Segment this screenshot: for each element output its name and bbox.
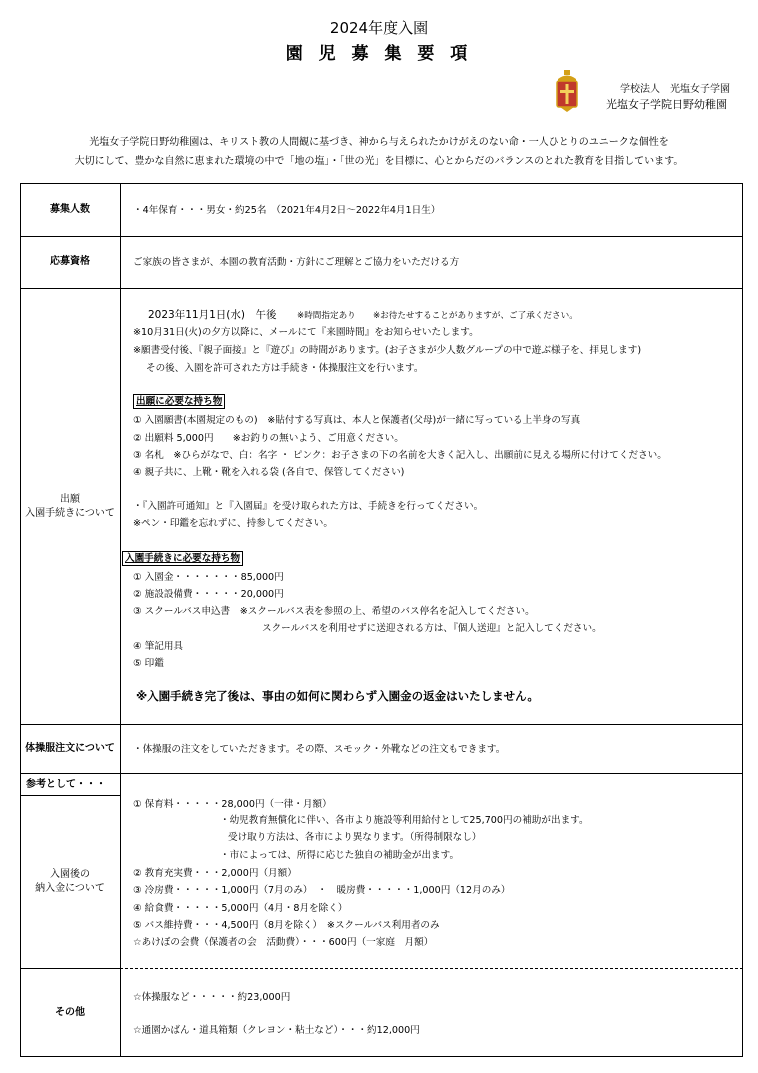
fees-line-9: ☆あけぼの会費（保護者の会 活動費）・・・600円（一家庭 月額） bbox=[133, 937, 434, 948]
label-fees-line2: 納入金について bbox=[35, 883, 105, 894]
label-other: その他 bbox=[55, 1007, 85, 1018]
org-name-line2: 光塩女子学院日野幼稚園 bbox=[606, 98, 727, 111]
qualification-text: ご家族の皆さまが、本園の教育活動・方針にご理解とご協力をいただける方 bbox=[133, 257, 460, 268]
page-title: 園 児 募 集 要 項 bbox=[285, 44, 473, 64]
procedure-item-3: ③ スクールバス申込書 ※スクールバス表を参照の上、希望のバス停名を記入してください。 bbox=[133, 606, 535, 617]
intro-line-2: 大切にして、豊かな自然に恵まれた環境の中で「地の塩」・「世の光」を目標に、心とからだのバランスのとれた教育を目指しています。 bbox=[74, 156, 684, 167]
label-fees bbox=[20, 868, 120, 896]
label-application bbox=[20, 493, 120, 521]
application-item-4: ④ 親子共に、上靴・靴を入れる袋 (各自で、保管してください) bbox=[133, 467, 405, 478]
fees-line-4: ・市によっては、所得に応じた独自の補助金が出ます。 bbox=[220, 850, 460, 861]
label-recruit: 募集人数 bbox=[50, 204, 90, 215]
intro-line-1: 光塩女子学院日野幼稚園は、キリスト教の人間観に基づき、神から与えられたかけがえのない命・一人ひとりのユニークな個性を bbox=[89, 137, 669, 148]
title-year: 2024年度入園 bbox=[329, 19, 429, 37]
application-item-1: ① 入園願書(本園規定のもの) ※貼付する写真は、本人と保護者(父母)が一緒に写っている上半身の写真 bbox=[133, 415, 581, 426]
label-uniform: 体操服注文について bbox=[25, 743, 115, 754]
other-line-1: ☆体操服など・・・・・約23,000円 bbox=[133, 992, 291, 1003]
procedure-item-2: ② 施設設備費・・・・・20,000円 bbox=[133, 589, 284, 600]
refund-notice: ※入園手続き完了後は、事由の如何に関わらず入園金の返金はいたしません。 bbox=[136, 689, 539, 703]
procedure-items-heading: 入園手続きに必要な持ち物 bbox=[122, 551, 243, 566]
application-notice-2: ※ペン・印鑑を忘れずに、持参してください。 bbox=[133, 518, 333, 529]
application-item-3: ③ 名札 ※ひらがなで、白：名字 ・ ピンク：お子さまの下の名前を大きく記入し、出願前に見える場所に付けてください。 bbox=[133, 450, 667, 461]
uniform-text: ・体操服の注文をしていただきます。その際、スモック・外靴などの注文もできます。 bbox=[133, 744, 506, 755]
recruit-text: ・4年保育・・・男女・約25名 （2021年4月2日～2022年4月1日生） bbox=[133, 205, 441, 216]
label-fees-line1: 入園後の bbox=[50, 869, 90, 880]
label-application-line1: 出願 bbox=[60, 494, 80, 505]
fees-line-5: ② 教育充実費・・・2,000円（月額） bbox=[133, 868, 297, 879]
label-application-line2: 入園手続きについて bbox=[25, 508, 115, 519]
fees-line-8: ⑤ バス維持費・・・4,500円（8月を除く） ※スクールバス利用者のみ bbox=[133, 920, 440, 931]
fees-line-7: ④ 給食費・・・・・5,000円（4月・8月を除く） bbox=[133, 903, 348, 914]
application-line3: その後、入園を許可された方は手続き・体操服注文を行います。 bbox=[146, 363, 424, 374]
procedure-item-1: ① 入園金・・・・・・・85,000円 bbox=[133, 572, 284, 583]
school-crest-icon bbox=[556, 70, 578, 112]
fees-line-2: ・幼児教育無償化に伴い、各市より施設等利用給付として25,700円の補助が出ます。 bbox=[220, 815, 589, 826]
procedure-item-4: ④ 筆記用具 bbox=[133, 641, 184, 652]
application-line1: ※10月31日(火)の夕方以降に、メールにて『来園時間』をお知らせいたします。 bbox=[133, 327, 479, 338]
application-line2: ※願書受付後、『親子面接』と『遊び』の時間があります。(お子さまが少人数グループの中で遊ぶ様子を、拝見します) bbox=[133, 345, 642, 356]
other-line-2: ☆通園かばん・道具箱類（クレヨン・粘土など）・・・約12,000円 bbox=[133, 1025, 420, 1036]
org-name-line1: 学校法人 光塩女子学園 bbox=[620, 84, 730, 95]
fees-line-6: ③ 冷房費・・・・・1,000円（7月のみ） ・ 暖房費・・・・・1,000円（12月のみ） bbox=[133, 885, 511, 896]
label-qualification: 応募資格 bbox=[50, 256, 90, 267]
label-reference: 参考として・・・ bbox=[26, 779, 106, 790]
fees-line-1: ① 保育料・・・・・28,000円（一律・月額） bbox=[133, 799, 332, 810]
fees-line-3: 受け取り方法は、各市により異なります。（所得制限なし） bbox=[228, 832, 482, 843]
application-date-note: ※時間指定あり ※お待たせすることがありますが、ご了承ください。 bbox=[297, 311, 578, 321]
application-item-2: ② 出願料 5,000円 ※お釣りの無いよう、ご用意ください。 bbox=[133, 433, 404, 444]
procedure-item-5: ⑤ 印鑑 bbox=[133, 658, 164, 669]
application-date: 2023年11月1日(水) 午後 bbox=[148, 309, 277, 321]
application-items-heading: 出願に必要な持ち物 bbox=[133, 394, 225, 409]
application-notice-1: ・『入園許可通知』と『入園届』を受け取られた方は、手続きを行ってください。 bbox=[133, 501, 484, 512]
procedure-item-3b: スクールバスを利用せずに送迎される方は、『個人送迎』と記入してください。 bbox=[262, 623, 602, 634]
